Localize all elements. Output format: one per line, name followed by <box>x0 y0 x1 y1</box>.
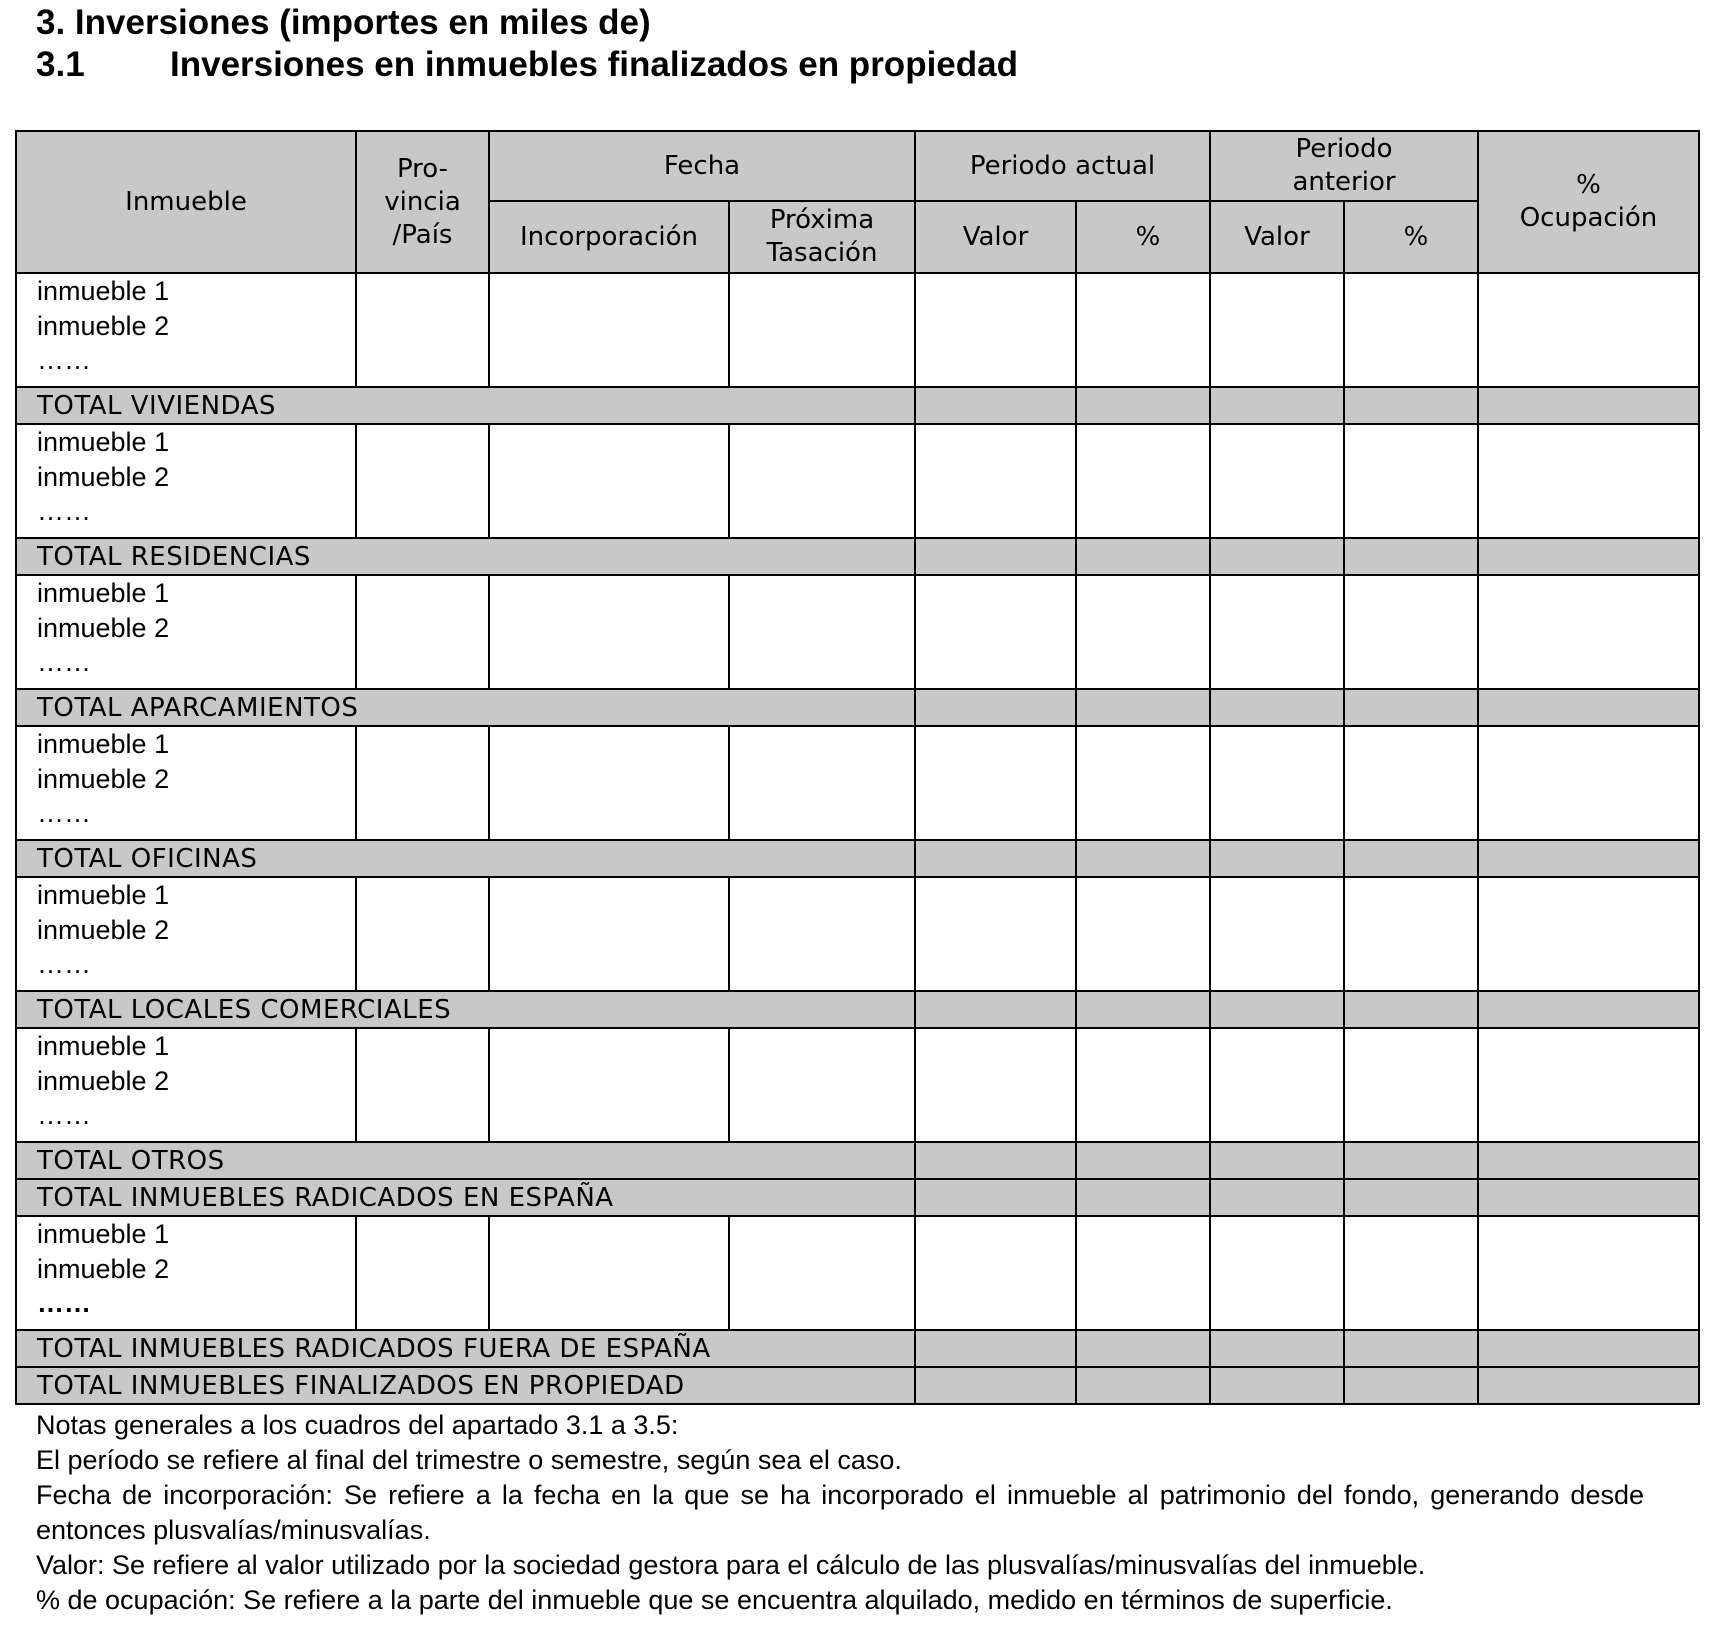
inmueble-list: inmueble 1 inmueble 2 …… <box>16 726 356 840</box>
col-proxima-tasacion-label: Próxima Tasación <box>766 205 878 268</box>
total-cell <box>1076 689 1210 726</box>
inmueble-list: inmueble 1 inmueble 2 …… <box>16 1028 356 1142</box>
inmueble-list: inmueble 1 inmueble 2 …… <box>16 877 356 991</box>
cell-pct-anterior <box>1344 424 1478 538</box>
headings <box>36 2 1018 86</box>
total-cell <box>1076 1330 1210 1367</box>
total-cell <box>1478 538 1699 575</box>
cell-valor-anterior <box>1210 424 1344 538</box>
note-periodo: El período se refiere al final del trimestre o semestre, según sea el caso. <box>36 1445 902 1475</box>
cell-pct-anterior <box>1344 575 1478 689</box>
total-cell <box>1210 1142 1344 1179</box>
cell-proxima-tasacion <box>729 575 915 689</box>
total-cell <box>1076 387 1210 424</box>
total-abroad-label: TOTAL INMUEBLES RADICADOS FUERA DE ESPAÑA <box>16 1330 915 1367</box>
total-cell <box>915 991 1076 1028</box>
total-cell <box>1210 1367 1344 1404</box>
cell-valor-actual <box>915 424 1076 538</box>
total-cell <box>1344 1179 1478 1216</box>
cell-pct-actual <box>1076 273 1210 387</box>
total-cell <box>1076 1142 1210 1179</box>
cell-proxima-tasacion <box>729 273 915 387</box>
col-fecha: Fecha <box>489 131 915 201</box>
total-cell <box>1210 689 1344 726</box>
cell-ocupacion <box>1478 877 1699 991</box>
cell-proxima-tasacion <box>729 726 915 840</box>
cell-incorporacion <box>489 575 729 689</box>
cell-pct-actual <box>1076 424 1210 538</box>
table-row <box>16 1216 1699 1330</box>
col-valor-anterior: Valor <box>1210 201 1344 273</box>
total-cell <box>1344 689 1478 726</box>
cell-incorporacion <box>489 273 729 387</box>
cell-valor-actual <box>915 1028 1076 1142</box>
total-cell <box>915 1179 1076 1216</box>
cell-ocupacion <box>1478 1028 1699 1142</box>
col-ocupacion-label: % Ocupación <box>1519 170 1658 233</box>
note-ocupacion: % de ocupación: Se refiere a la parte del inmueble que se encuentra alquilado, medido en términos de superficie. <box>36 1585 1393 1615</box>
total-row <box>16 387 1699 424</box>
col-periodo-anterior <box>1210 131 1478 201</box>
cell-provincia <box>356 1216 489 1330</box>
cell-valor-anterior <box>1210 726 1344 840</box>
cell-proxima-tasacion <box>729 877 915 991</box>
col-periodo-anterior-label: Periodo anterior <box>1292 134 1396 197</box>
total-cell <box>1478 1330 1699 1367</box>
total-cell <box>1210 991 1344 1028</box>
total-row <box>16 1142 1699 1179</box>
total-cell <box>1478 689 1699 726</box>
col-pct-actual: % <box>1076 201 1210 273</box>
total-label: TOTAL OFICINAS <box>16 840 915 877</box>
investments-table <box>15 130 1700 1405</box>
cell-valor-actual <box>915 1216 1076 1330</box>
note-fecha-incorporacion: Fecha de incorporación: Se refiere a la fecha en la que se ha incorporado el inmueble al patrimonio del fondo, generando desde entonces plusvalías/minusvalías. <box>36 1480 1644 1545</box>
table-row <box>16 1028 1699 1142</box>
cell-pct-actual <box>1076 726 1210 840</box>
cell-ocupacion <box>1478 726 1699 840</box>
table-row <box>16 273 1699 387</box>
total-cell <box>1344 840 1478 877</box>
cell-ocupacion <box>1478 273 1699 387</box>
total-cell <box>1210 538 1344 575</box>
cell-pct-actual <box>1076 877 1210 991</box>
cell-valor-anterior <box>1210 1028 1344 1142</box>
col-proxima-tasacion <box>729 201 915 273</box>
total-spain-label: TOTAL INMUEBLES RADICADOS EN ESPAÑA <box>16 1179 915 1216</box>
total-cell <box>1210 1179 1344 1216</box>
total-label: TOTAL OTROS <box>16 1142 915 1179</box>
total-label: TOTAL VIVIENDAS <box>16 387 915 424</box>
cell-pct-anterior <box>1344 1028 1478 1142</box>
col-inmueble: Inmueble <box>16 131 356 273</box>
cell-ocupacion <box>1478 424 1699 538</box>
total-cell <box>1076 1179 1210 1216</box>
grand-total-row <box>16 1367 1699 1404</box>
inmueble-list <box>16 1216 356 1330</box>
total-row <box>16 840 1699 877</box>
cell-proxima-tasacion <box>729 424 915 538</box>
total-row <box>16 689 1699 726</box>
total-spain-row <box>16 1179 1699 1216</box>
total-label: TOTAL RESIDENCIAS <box>16 538 915 575</box>
cell-provincia <box>356 424 489 538</box>
total-cell <box>1076 991 1210 1028</box>
general-notes <box>36 1408 1644 1618</box>
cell-valor-anterior <box>1210 575 1344 689</box>
cell-ocupacion <box>1478 1216 1699 1330</box>
total-cell <box>1478 387 1699 424</box>
cell-provincia <box>356 575 489 689</box>
total-cell <box>1478 991 1699 1028</box>
inmueble-list: inmueble 1 inmueble 2 …… <box>16 424 356 538</box>
cell-pct-actual <box>1076 575 1210 689</box>
total-cell <box>915 1142 1076 1179</box>
inmueble-dots: …… <box>37 1288 91 1318</box>
col-provincia-label: Pro- vincia /País <box>384 153 461 250</box>
inmueble-items: inmueble 1 inmueble 2 <box>37 1219 170 1284</box>
cell-provincia <box>356 877 489 991</box>
total-row <box>16 538 1699 575</box>
total-cell <box>1344 387 1478 424</box>
cell-provincia <box>356 1028 489 1142</box>
total-label: TOTAL APARCAMIENTOS <box>16 689 915 726</box>
total-row <box>16 991 1699 1028</box>
table-row <box>16 575 1699 689</box>
total-cell <box>1076 538 1210 575</box>
cell-valor-anterior <box>1210 877 1344 991</box>
total-cell <box>915 689 1076 726</box>
total-cell <box>1210 387 1344 424</box>
cell-valor-actual <box>915 575 1076 689</box>
total-cell <box>915 1367 1076 1404</box>
grand-total-label: TOTAL INMUEBLES FINALIZADOS EN PROPIEDAD <box>16 1367 915 1404</box>
total-cell <box>1076 1367 1210 1404</box>
page-title: 3. Inversiones (importes en miles de) <box>36 3 651 42</box>
total-cell <box>1478 840 1699 877</box>
total-cell <box>1478 1367 1699 1404</box>
cell-incorporacion <box>489 1216 729 1330</box>
cell-valor-actual <box>915 726 1076 840</box>
section-number: 3.1 <box>36 45 85 84</box>
total-cell <box>1344 1330 1478 1367</box>
total-cell <box>1076 840 1210 877</box>
cell-pct-actual <box>1076 1028 1210 1142</box>
total-abroad-row <box>16 1330 1699 1367</box>
cell-incorporacion <box>489 726 729 840</box>
cell-pct-anterior <box>1344 1216 1478 1330</box>
col-valor-actual: Valor <box>915 201 1076 273</box>
table-row <box>16 726 1699 840</box>
cell-provincia <box>356 726 489 840</box>
col-pct-anterior: % <box>1344 201 1478 273</box>
table-row <box>16 424 1699 538</box>
total-label: TOTAL LOCALES COMERCIALES <box>16 991 915 1028</box>
cell-pct-anterior <box>1344 877 1478 991</box>
total-cell <box>915 1330 1076 1367</box>
cell-incorporacion <box>489 424 729 538</box>
inmueble-list: inmueble 1 inmueble 2 …… <box>16 575 356 689</box>
cell-valor-anterior <box>1210 273 1344 387</box>
total-cell <box>1478 1142 1699 1179</box>
total-cell <box>915 840 1076 877</box>
cell-pct-anterior <box>1344 726 1478 840</box>
section-name: Inversiones en inmuebles finalizados en propiedad <box>170 45 1018 84</box>
col-incorporacion: Incorporación <box>489 201 729 273</box>
table-row <box>16 877 1699 991</box>
cell-valor-actual <box>915 877 1076 991</box>
col-periodo-actual: Periodo actual <box>915 131 1210 201</box>
cell-provincia <box>356 273 489 387</box>
cell-proxima-tasacion <box>729 1028 915 1142</box>
notes-heading: Notas generales a los cuadros del apartado 3.1 a 3.5: <box>36 1410 679 1440</box>
inmueble-list: inmueble 1 inmueble 2 …… <box>16 273 356 387</box>
col-ocupacion <box>1478 131 1699 273</box>
total-cell <box>915 538 1076 575</box>
cell-valor-anterior <box>1210 1216 1344 1330</box>
total-cell <box>915 387 1076 424</box>
total-cell <box>1344 991 1478 1028</box>
total-cell <box>1344 1142 1478 1179</box>
total-cell <box>1344 1367 1478 1404</box>
cell-ocupacion <box>1478 575 1699 689</box>
section-title <box>36 44 1018 86</box>
total-cell <box>1210 840 1344 877</box>
cell-incorporacion <box>489 1028 729 1142</box>
cell-pct-actual <box>1076 1216 1210 1330</box>
total-cell <box>1344 538 1478 575</box>
total-cell <box>1478 1179 1699 1216</box>
total-cell <box>1210 1330 1344 1367</box>
cell-incorporacion <box>489 877 729 991</box>
cell-proxima-tasacion <box>729 1216 915 1330</box>
cell-valor-actual <box>915 273 1076 387</box>
col-provincia <box>356 131 489 273</box>
note-valor: Valor: Se refiere al valor utilizado por la sociedad gestora para el cálculo de las plusvalías/minusvalías del inmueble. <box>36 1550 1426 1580</box>
cell-pct-anterior <box>1344 273 1478 387</box>
